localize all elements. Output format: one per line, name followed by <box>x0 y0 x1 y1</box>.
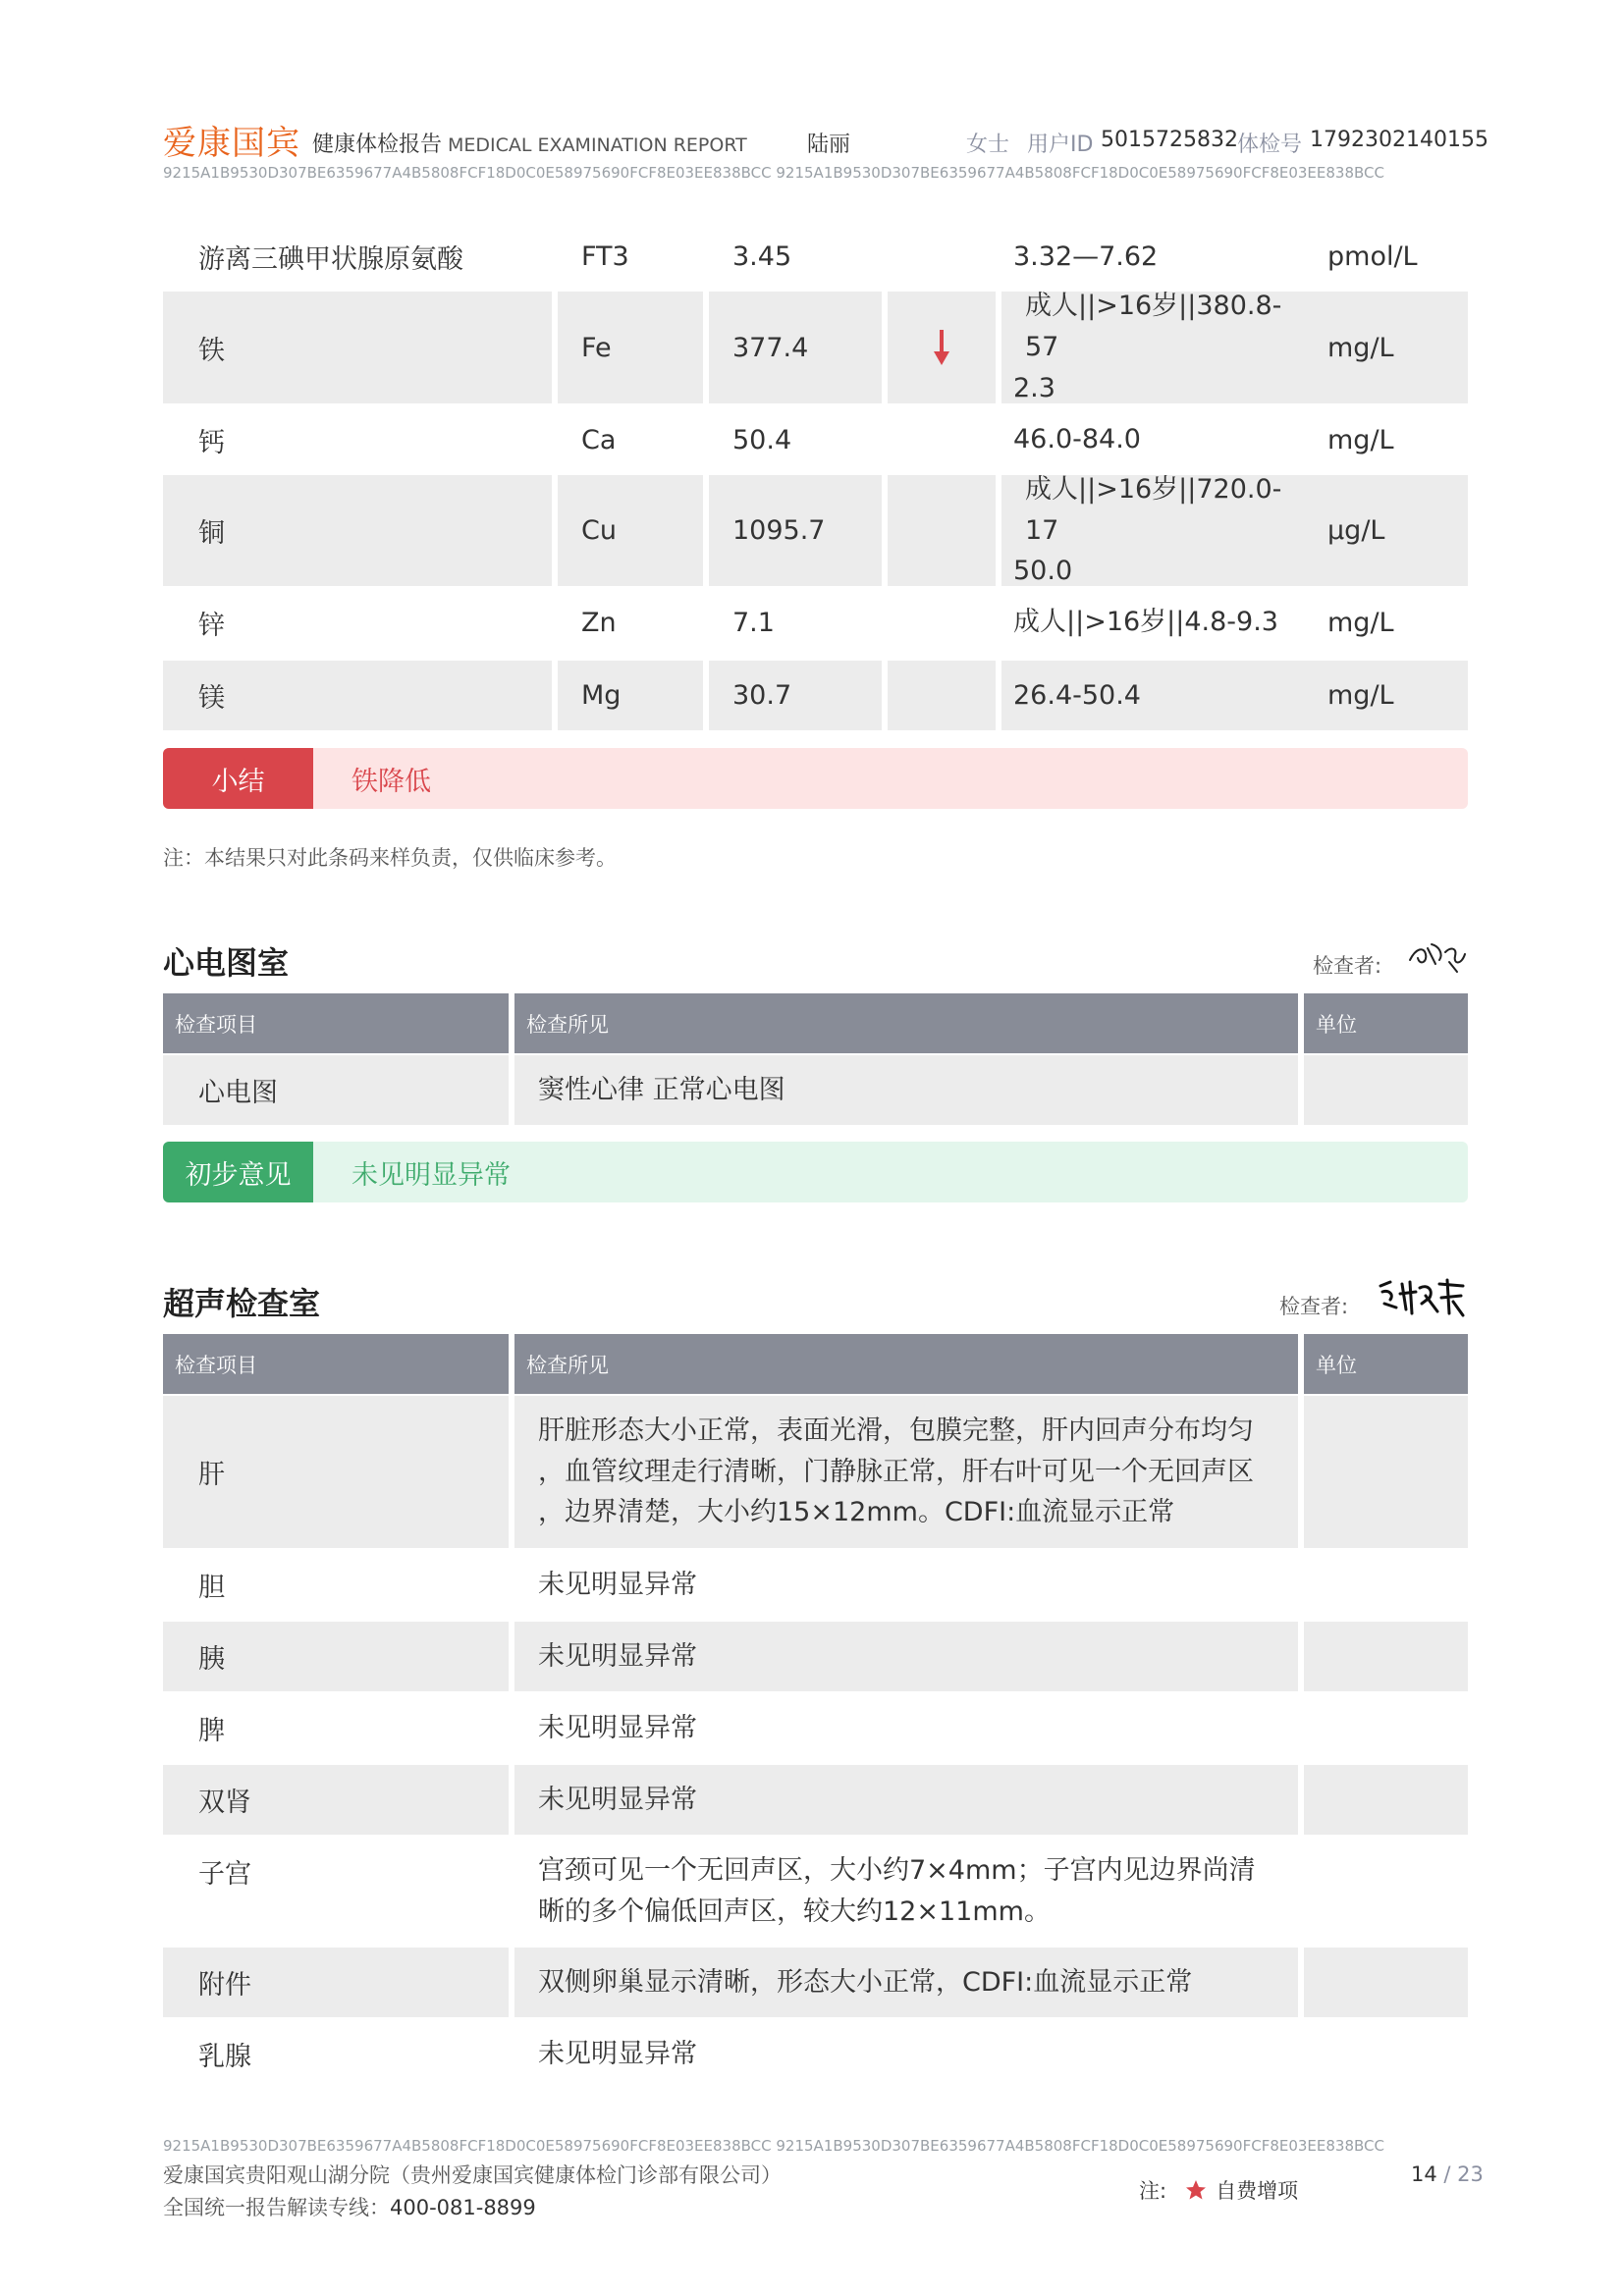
table-row <box>163 1837 1468 1946</box>
lab-item-code: FT3 <box>581 241 629 272</box>
lab-item-value: 377.4 <box>709 292 882 403</box>
lab-item-value: 3.45 <box>732 241 792 272</box>
hotline-label: 全国统一报告解读专线： <box>163 2196 390 2219</box>
table-row <box>163 1622 1468 1691</box>
lab-summary-bar <box>163 748 1468 809</box>
lab-item-ref: 3.32—7.62 <box>1013 240 1159 272</box>
col-header-item: 检查项目 <box>163 993 509 1053</box>
table-row <box>163 1693 1468 1763</box>
finding-line: ，边界清楚，大小约15×12mm。CDFI:血流显示正常 <box>538 1497 1175 1528</box>
footer-hash: 9215A1B9530D307BE6359677A4B5808FCF18D0C0E58975690FCF8E03EE838BCC 9215A1B9530D307BE6359677A4B5808FCF18D0C0E58975690FCF8E03EE838BCC <box>163 2137 1384 2155</box>
user-id-label: 用户ID <box>1027 133 1094 157</box>
footer-organization: 爱康国宾贵阳观山湖分院（贵州爱康国宾健康体检门诊部有限公司） <box>163 2163 782 2187</box>
col-header-finding: 检查所见 <box>514 993 1298 1053</box>
finding-line: 晰的多个偏低回声区，较大约12×11mm。 <box>538 1896 1051 1927</box>
us-unit <box>1304 1622 1468 1691</box>
page-current: 14 <box>1411 2163 1437 2186</box>
user-id: 5015725832 <box>1101 128 1238 152</box>
lab-item-flag <box>888 661 996 730</box>
us-item: 附件 <box>163 1948 509 2017</box>
ecg-finding: 窦性心律 正常心电图 <box>514 1055 1298 1125</box>
star-icon <box>1184 2178 1208 2202</box>
lab-item-ref <box>1001 292 1304 403</box>
opinion-tag: 初步意见 <box>163 1142 313 1202</box>
us-finding: 未见明显异常 <box>514 1765 1298 1835</box>
patient-gender: 女士 <box>966 133 1010 157</box>
finding-line: ，血管纹理走行清晰，门静脉正常，肝右叶可见一个无回声区 <box>538 1456 1254 1487</box>
exam-no-label: 体检号 <box>1237 133 1303 157</box>
lab-item-ref: 成人||>16岁||4.8-9.3 <box>1013 607 1278 638</box>
col-header-unit: 单位 <box>1304 993 1468 1053</box>
table-row <box>163 588 1468 657</box>
table-row <box>163 1396 1468 1548</box>
us-finding: 未见明显异常 <box>538 1569 697 1600</box>
us-item: 乳腺 <box>198 2042 251 2072</box>
us-unit <box>1304 1765 1468 1835</box>
lab-item-code: Ca <box>581 424 617 455</box>
ultrasound-signature-image <box>1377 1274 1467 1321</box>
ref-line-2: 50.0 <box>1013 556 1073 587</box>
ultrasound-checker-label: 检查者: <box>1279 1295 1349 1318</box>
col-header-unit: 单位 <box>1304 1334 1468 1394</box>
ecg-opinion-bar <box>163 1142 1468 1202</box>
lab-item-unit: mg/L <box>1327 607 1394 638</box>
opinion-text: 未见明显异常 <box>352 1159 511 1191</box>
lab-item-name: 钙 <box>198 427 225 458</box>
lab-item-name: 铜 <box>163 475 552 586</box>
report-title-cn: 健康体检报告 <box>312 133 443 157</box>
ecg-checker-label: 检查者: <box>1313 954 1382 978</box>
lab-item-name: 镁 <box>163 661 552 730</box>
lab-item-flag <box>888 292 996 403</box>
lab-item-name: 铁 <box>163 292 552 403</box>
us-finding <box>514 1396 1298 1548</box>
footer-hotline <box>163 2192 536 2221</box>
legend-self-pay: 自费增项 <box>1216 2179 1299 2203</box>
lab-item-flag <box>888 475 996 586</box>
table-row <box>163 1948 1468 2017</box>
table-row <box>163 292 1468 403</box>
table-row <box>163 1765 1468 1835</box>
ultrasound-table-header <box>163 1334 1468 1394</box>
arrow-down-icon <box>932 328 951 367</box>
finding-line: 肝脏形态大小正常，表面光滑，包膜完整，肝内回声分布均匀 <box>538 1415 1254 1446</box>
lab-item-name: 游离三碘甲状腺原氨酸 <box>198 244 463 275</box>
summary-text: 铁降低 <box>352 766 431 797</box>
exam-no: 1792302140155 <box>1310 128 1488 152</box>
lab-item-unit: pmol/L <box>1327 241 1418 272</box>
hotline-number: 400-081-8899 <box>390 2196 536 2219</box>
summary-tag: 小结 <box>163 748 313 809</box>
report-title-en: MEDICAL EXAMINATION REPORT <box>448 134 747 156</box>
lab-item-value: 50.4 <box>732 424 792 455</box>
us-item: 胆 <box>198 1573 225 1603</box>
table-row <box>163 1055 1468 1125</box>
ultrasound-section-title: 超声检查室 <box>163 1285 321 1322</box>
us-item: 子宫 <box>198 1859 251 1890</box>
page-number <box>1411 2163 1484 2186</box>
lab-item-code: Zn <box>581 607 617 638</box>
footer-legend <box>1139 2175 1298 2205</box>
header-hash: 9215A1B9530D307BE6359677A4B5808FCF18D0C0E58975690FCF8E03EE838BCC 9215A1B9530D307BE6359677A4B5808FCF18D0C0E58975690FCF8E03EE838BCC <box>163 164 1384 182</box>
ref-line-1: 成人||>16岁||720.0-17 <box>1025 473 1282 546</box>
lab-item-unit: mg/L <box>1327 424 1394 455</box>
us-unit <box>1304 1948 1468 2017</box>
page-sep: / <box>1436 2163 1458 2186</box>
finding-line: 宫颈可见一个无回声区，大小约7×4mm；子宫内见边界尚清 <box>538 1854 1256 1886</box>
lab-item-unit: mg/L <box>1304 292 1468 403</box>
us-finding: 未见明显异常 <box>514 1622 1298 1691</box>
lab-item-value: 7.1 <box>732 607 775 638</box>
legend-note-label: 注: <box>1139 2179 1167 2203</box>
ecg-item: 心电图 <box>163 1055 509 1125</box>
lab-item-ref <box>1001 475 1304 586</box>
lab-item-unit: mg/L <box>1304 661 1468 730</box>
ref-line-1: 成人||>16岁||380.8-57 <box>1025 291 1282 363</box>
table-row <box>163 405 1468 474</box>
lab-item-ref: 46.0-84.0 <box>1013 424 1141 455</box>
us-unit <box>1304 1396 1468 1548</box>
us-item: 脾 <box>198 1716 225 1746</box>
us-item: 肝 <box>163 1396 509 1548</box>
lab-disclaimer-note: 注：本结果只对此条码来样负责，仅供临床参考。 <box>163 846 617 870</box>
lab-item-name: 锌 <box>198 610 225 641</box>
table-row <box>163 224 1468 290</box>
us-finding: 未见明显异常 <box>538 1712 697 1743</box>
us-finding <box>514 1837 1298 1946</box>
lab-item-code: Fe <box>558 292 703 403</box>
us-finding: 双侧卵巢显示清晰，形态大小正常，CDFI:血流显示正常 <box>514 1948 1298 2017</box>
ecg-signature-image <box>1406 934 1469 978</box>
ecg-table-header <box>163 993 1468 1053</box>
col-header-finding: 检查所见 <box>514 1334 1298 1394</box>
us-item: 双肾 <box>163 1765 509 1835</box>
table-row <box>163 475 1468 586</box>
report-title <box>312 128 747 158</box>
table-row <box>163 661 1468 730</box>
lab-item-value: 1095.7 <box>709 475 882 586</box>
ecg-section-title: 心电图室 <box>163 944 290 982</box>
patient-name: 陆丽 <box>807 133 851 157</box>
ref-line-2: 2.3 <box>1013 372 1055 403</box>
lab-item-code: Cu <box>558 475 703 586</box>
page-total: 23 <box>1457 2163 1484 2186</box>
table-row <box>163 2019 1468 2089</box>
us-finding: 未见明显异常 <box>538 2038 697 2069</box>
lab-item-value: 30.7 <box>709 661 882 730</box>
table-row <box>163 1550 1468 1620</box>
lab-item-unit: μg/L <box>1304 475 1468 586</box>
ecg-unit <box>1304 1055 1468 1125</box>
brand-logo-text: 爱康国宾 <box>163 124 300 163</box>
col-header-item: 检查项目 <box>163 1334 509 1394</box>
lab-item-code: Mg <box>558 661 703 730</box>
lab-item-ref: 26.4-50.4 <box>1001 661 1304 730</box>
us-item: 胰 <box>163 1622 509 1691</box>
